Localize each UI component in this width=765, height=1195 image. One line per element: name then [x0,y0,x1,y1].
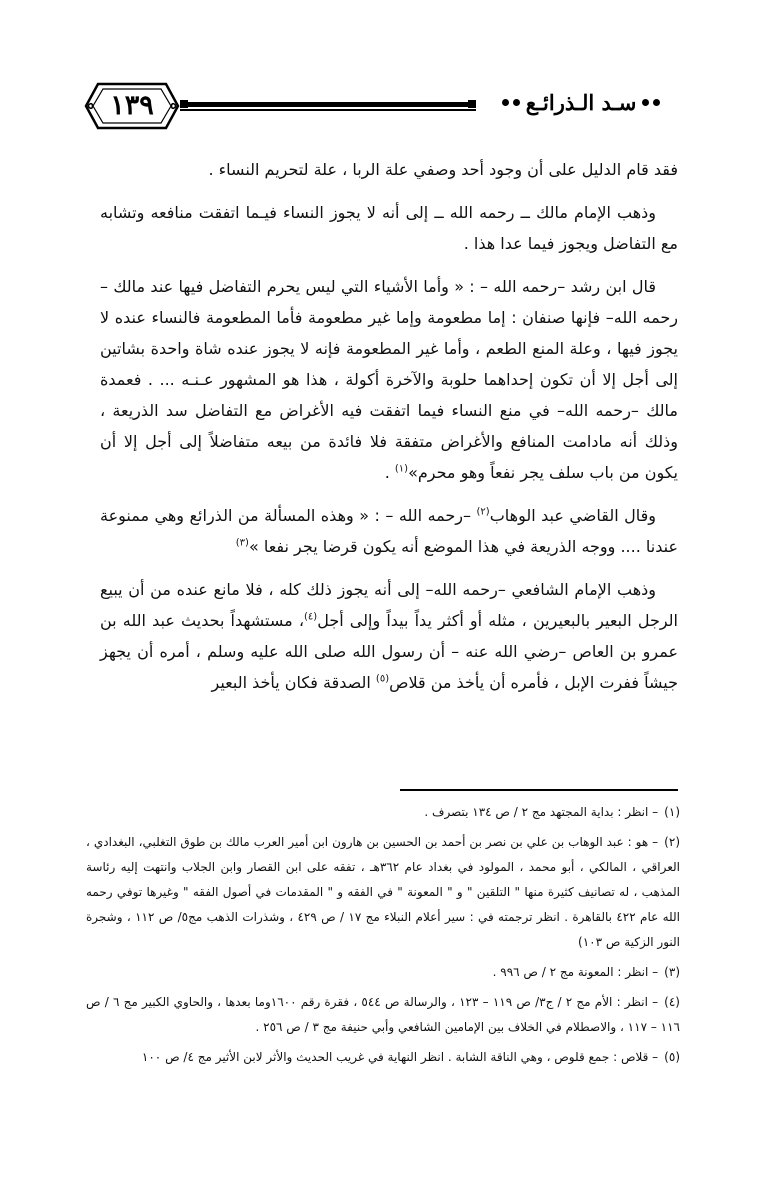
paragraph-text: فقد قام الدليل على أن وجود أحد وصفي علة الربا ، علة لتحريم النساء . [208,160,678,179]
footnote [86,960,680,985]
paragraph [100,574,678,698]
footnote [86,800,680,825]
header-rule-thin [180,109,476,111]
running-title [482,82,680,122]
page-header [84,78,680,138]
footnote-marker[interactable]: (٣) [235,537,249,549]
footnote-marker[interactable]: (٥) [375,673,390,685]
footnote-text: – هو : عبد الوهاب بن علي بن نصر بن أحمد بن الحسين بن هارون ابن أمير العرب مالك بن طوق التغلبي، البغدادي ، العراقي ، المالكي ، أبو محمد ، المولود في بغداد عام ٣٦٢هـ ، تفقه على ابن القصار وابن الجلاب وانتهت إليه رئاسة المذهب ، له تصانيف كثيرة منها " التلقين " و " المعونة " في الفقه و " المقدمات في أصول الفقه " وغيرها توفي رحمه الله عام ٤٢٢ بالقاهرة . انظر ترجمته في : سير أعلام النبلاء مج ١٧ / ص ٤٢٩ ، وشذرات الذهب مج٥/ ص ١١٢ ، وشجرة النور الزكية ص ١٠٣) [86,835,681,949]
ornament-dots-right [642,99,660,106]
footnote-number: (٥) [664,1050,680,1064]
header-rule [180,102,476,107]
footnote-text: – انظر : الأم مج ٢ / ج٣/ ص ١١٩ – ١٢٣ ، والرسالة ص ٥٤٤ ، فقرة رقم ١٦٠٠وما بعدها ، والحاوي الكبير مج ٦ / ص ١١٦ – ١١٧ ، والاصطلام في الخلاف بين الإمامين الشافعي وأبي حنيفة مج ٣ / ص ٢٥٦ . [86,995,680,1034]
footnote-marker[interactable]: (٤) [304,611,318,623]
footnote-text: – انظر : المعونة مج ٢ / ص ٩٩٦ . [492,965,659,979]
footnote-separator [400,789,678,791]
paragraph-text: وذهب الإمام مالك ــ رحمه الله ــ إلى أنه لا يجوز النساء فيـما اتفقت منافعه وتشابه مع التفاضل ويجوز فيما عدا هذا . [100,203,678,253]
footnote-number: (٢) [664,835,680,849]
footnote [86,1045,680,1070]
footnote [86,990,680,1040]
footnote-marker[interactable]: (١) [394,463,409,475]
paragraph-text: وقال القاضي عبد الوهاب [489,506,656,525]
paragraph [100,500,678,562]
paragraph: قال ابن رشد –رحمه الله – : « وأما الأشياء التي ليس يحرم التفاضل فيها عند مالك –رحمه الله– فإنها صنفان : إما مطعومة وإما غير مطعومة فأما المطعومة فالنساء عنده لا يجوز فيها ، وعلة المنع الطعم ، وأما غير المطعومة فإنه لا يجوز عنده شاة واحدة بشاتين إلى أجل إلا أن تكون إحداهما حلوبة والآخرة أكولة ، هذا هو المشهور عـنـه ... . فعمدة مالك –رحمه الله– في منع النساء فيما اتفقت فيه الأغراض مع التفاضل سد الذريعة ، وذلك أنه مادامت المنافع والأغراض متفقة فلا فائدة من بيعه متفاضلاً إلى أجل إلا أن يكون من باب سلف يجر نفعاً وهو محرم»$^{(١)}$ . [100,277,678,482]
paragraph [100,154,678,185]
footnotes [86,800,680,1075]
paragraph-text: قال ابن رشد –رحمه الله – : « وأما الأشياء التي ليس يحرم التفاضل فيها عند مالك –رحمه الله– فإنها صنفان : إما مطعومة وإما غير مطعومة فأما المطعومة فالنساء عنده لا يجوز فيها ، وعلة المنع الطعم ، وأما غير المطعومة فإنه لا يجوز عنده شاة واحدة بشاتين إلى أجل إلا أن تكون إحداهما حلوبة والآخرة أكولة ، هذا هو المشهور عـنـه ... . فعمدة مالك –رحمه الله– في منع النساء فيما اتفقت فيه الأغراض مع التفاضل سد الذريعة ، وذلك أنه مادامت المنافع والأغراض متفقة فلا فائدة من بيعه متفاضلاً إلى أجل إلا أن يكون من باب سلف يجر نفعاً وهو محرم» [100,277,678,482]
main-text [100,154,678,710]
paragraph [100,197,678,259]
header-rule-endcap-right [468,100,476,108]
footnote-text: – انظر : بداية المجتهد مج ٢ / ص ١٣٤ بتصرف . [424,805,659,819]
footnote [86,830,680,955]
paragraph-text: –رحمه الله – : « وهذه المسألة من الذرائع وهي ممنوعة عندنا .... ووجه الذريعة في هذا الموضع أنه يكون قرضا يجر نفعا » [100,506,678,556]
running-title-text: سـد الـذرائـع [525,89,637,115]
footnote-text: – قلاص : جمع قلوص ، وهي الناقة الشابة . انظر النهاية في غريب الحديث والأثر لابن الأثير مج ٤/ ص ١٠٠ [141,1050,659,1064]
page-number: ١٣٩ [110,89,154,121]
header-rule-endcap-left [180,100,188,108]
paragraph-text: الصدقة فكان يأخذ البعير [211,673,371,692]
footnote-number: (٤) [664,995,680,1009]
paragraph-text: ، مستشهداً بحديث عبد الله بن عمرو بن العاص –رضي الله عنه – أن رسول الله صلى الله عليه وسلم ، أمره أن يجهز جيشاً ففرت الإبل ، فأمره أن يأخذ من قلاص [100,611,678,692]
paragraph-text: وذهب الإمام الشافعي –رحمه الله– إلى أنه يجوز ذلك كله ، فلا مانع عنده من أن يبيع الرجل البعير بالبعيرين ، مثله أو أكثر يداً بيداً وإلى أجل [100,580,678,630]
footnote-marker[interactable]: (٢) [476,506,490,518]
footnote-number: (٣) [664,965,680,979]
ornament-dots-left [502,99,520,106]
footnote-number: (١) [664,805,680,819]
